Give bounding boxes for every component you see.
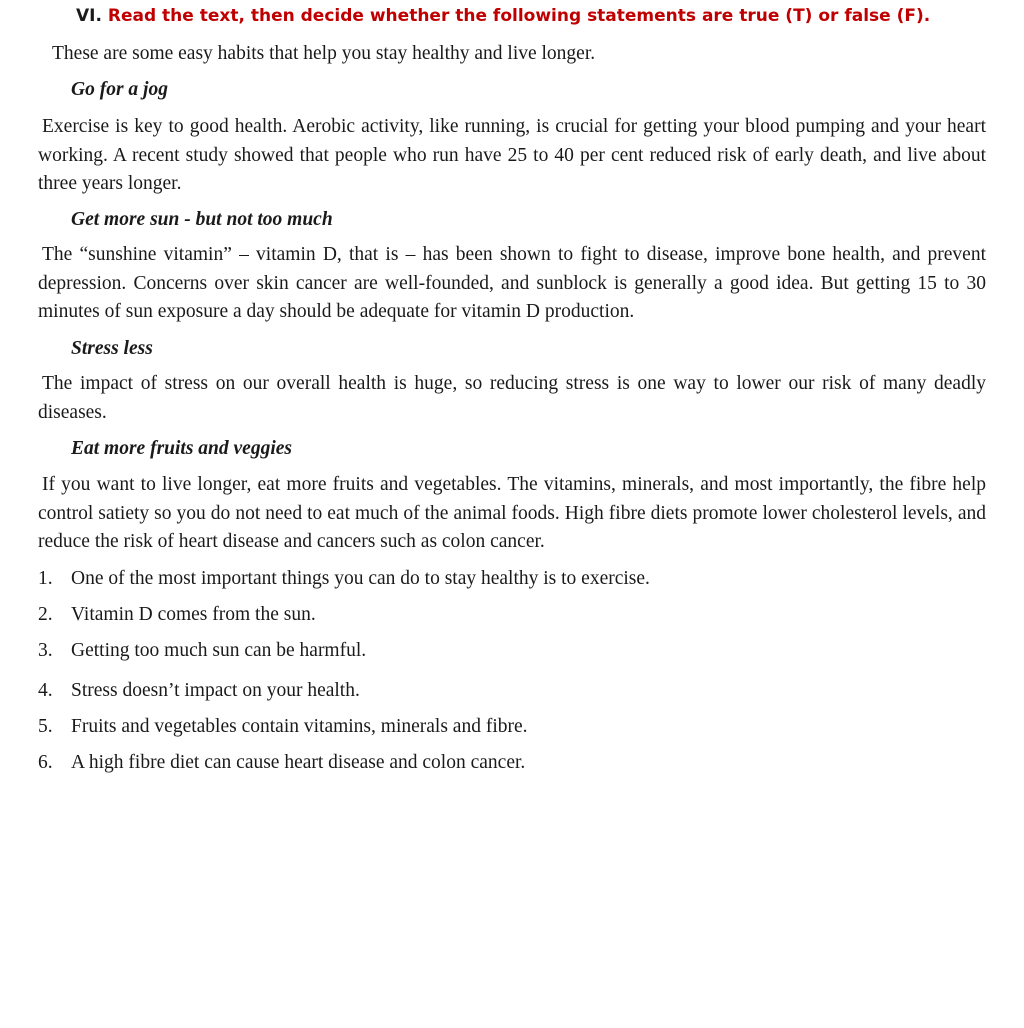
statement-item <box>38 600 986 636</box>
statement-text: One of the most important things you can do to stay healthy is to exercise. <box>71 568 650 589</box>
statement-text: Fruits and vegetables contain vitamins, minerals and fibre. <box>71 716 528 737</box>
section-title-fruits: Eat more fruits and veggies <box>71 438 293 459</box>
statement-number: 6. <box>38 752 53 773</box>
statement-item <box>38 748 986 784</box>
section-title-jog: Go for a jog <box>71 79 168 100</box>
statement-text: Getting too much sun can be harmful. <box>71 640 367 661</box>
statement-item <box>38 564 986 600</box>
section-title-stress: Stress less <box>71 338 153 359</box>
statement-number: 4. <box>38 680 53 701</box>
statement-item <box>38 636 986 676</box>
statement-list <box>38 564 986 784</box>
statement-text: Stress doesn’t impact on your health. <box>71 680 360 701</box>
section-body-jog: Exercise is key to good health. Aerobic activity, like running, is crucial for getting your blood pumping and your heart working. A recent study showed that people who run have 25 to 40 per cent reduced risk of early death, and live about three years longer. <box>38 116 986 194</box>
statement-number: 2. <box>38 604 53 625</box>
statement-item <box>38 676 986 712</box>
exercise-number: VI. <box>76 6 102 26</box>
section-body-sun: The “sunshine vitamin” – vitamin D, that is – has been shown to fight to disease, improve bone health, and prevent depression. Concerns over skin cancer are well-founded, and sunblock is generally a good idea. But getting 15 to 30 minutes of sun exposure a day should be adequate for vitamin D production. <box>38 244 986 322</box>
section-body-fruits: If you want to live longer, eat more fruits and vegetables. The vitamins, minerals, and most importantly, the fibre help control satiety so you do not need to eat much of the animal foods. High fibre diets promote lower cholesterol levels, and reduce the risk of heart disease and cancers such as colon cancer. <box>38 474 986 552</box>
statement-number: 3. <box>38 640 53 661</box>
statement-number: 1. <box>38 568 53 589</box>
exercise-heading <box>76 4 930 28</box>
section-body-stress: The impact of stress on our overall health is huge, so reducing stress is one way to lower our risk of many deadly diseases. <box>38 373 986 423</box>
statement-item <box>38 712 986 748</box>
statement-text: A high fibre diet can cause heart disease and colon cancer. <box>71 752 526 773</box>
statement-number: 5. <box>38 716 53 737</box>
passage-intro: These are some easy habits that help you stay healthy and live longer. <box>52 43 596 64</box>
exercise-instruction: Read the text, then decide whether the following statements are true (T) or false (F). <box>107 6 931 26</box>
section-title-sun: Get more sun - but not too much <box>71 209 333 230</box>
statement-text: Vitamin D comes from the sun. <box>71 604 316 625</box>
